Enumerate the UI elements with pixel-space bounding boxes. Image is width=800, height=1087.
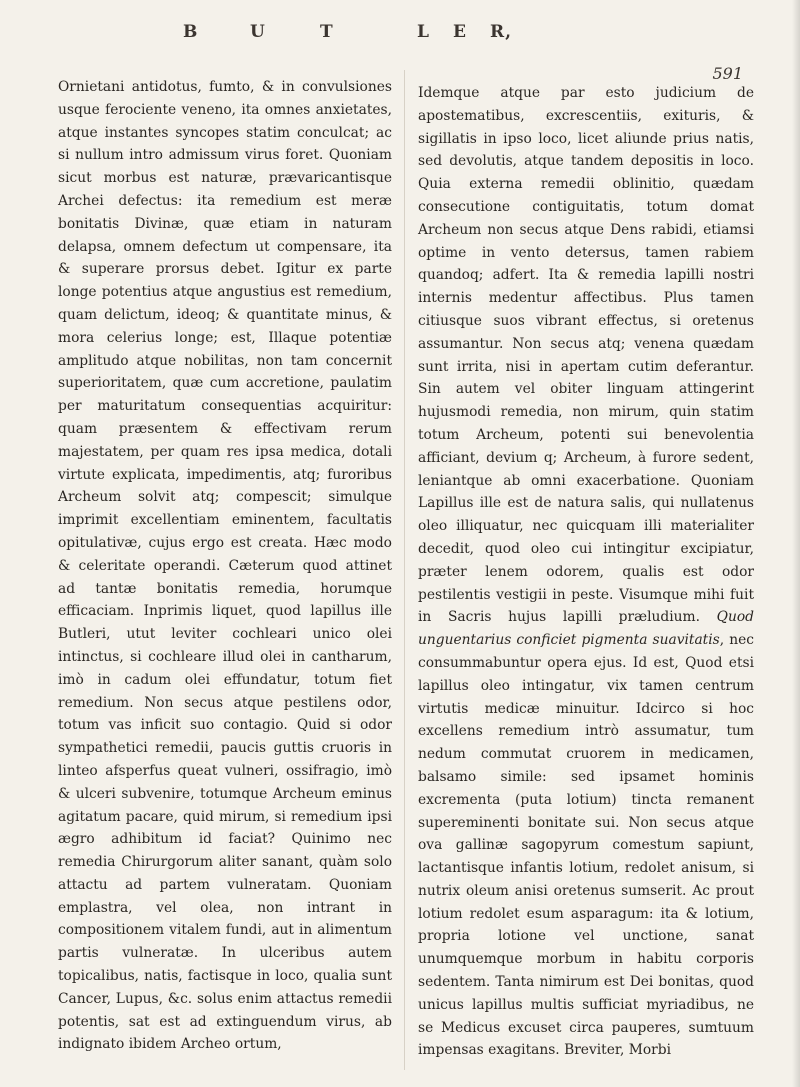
left-column <box>58 76 392 1056</box>
italic-quotation: Quod unguentarius conficiet pigmenta suavitatis <box>418 609 754 649</box>
running-head-letter: T <box>320 22 334 42</box>
right-column-text-part: Idemque atque par esto judicium de apostematibus, excrescentiis, exituris, & sigillatis in ipso loco, licet aliunde prius natis, sed devolutis, atque tandem depositis in loco. Quia externa remedii oblinitio, quædam consecutione contiguitatis, totum domat Archeum non secus atque Dens rabidi, etiamsi optime in vento detersus, tamen rabiem quandoq; adfert. Ita & remedia lapilli nostri internis medentur affectibus. Plus tamen citiusque suos vibrant effectus, si oretenus assumantur. Non secus atq; venena quædam sunt irrita, nisi in apertam cutim deferantur. Sin autem vel obiter linguam attingerint hujusmodi remedia, non mirum, quin statim totum Archeum, potenti sui benevolentia afficiant, devium q; Archeum, à furore sedent, leniantque ab omni exacerbatione. Quoniam Lapillus ille est de natura salis, qui nullatenus oleo illiquatur, nec quicquam illi materialiter decedit, quod oleo cui intingitur excipiatur, præter lenem odorem, qualis est odor pestilentis vestigii in peste. Visumque mihi fuit in Sacris hujus lapilli præludium. <box>418 85 754 626</box>
right-column-text-part: , nec consummabuntur opera ejus. Id est, Quod etsi lapillus oleo intingatur, vix tamen centrum virtutis medicæ minuitur. Idcirco si hoc excellens remedium intrò assumatur, tum nedum commutat cruorem in medicamen, balsamo simile: sed ipsamet hominis excrementa (puta lotium) tincta remanent supereminenti bonitate sui. Non secus atque ova gallinæ sagopyrum comestum sapiunt, lactantisque infantis lotium, redolet anisum, si nutrix oleum anisi oretenus sumserit. Ac prout lotium redolet esum asparagum: ita & lotium, propria lotione vel unctione, sanat unumquemque morbum in habitu corporis sedentem. Tanta nimirum est Dei bonitas, quod unicus lapillus multis sufficiat myriadibus, ne se Medicus excuset circa pauperes, sumtuum impensas exagitans. Breviter, Morbi <box>418 632 754 1059</box>
page-edge-shadow <box>792 0 800 1087</box>
left-column-text: Ornietani antidotus, fumto, & in convulsiones usque ferociente veneno, ita omnes anxietates, atque instantes syncopes statim conculcat; ac si nullum intro admissum virus foret. Quoniam sicut morbus est naturæ, prævaricantisque Archei defectus: ita remedium est meræ bonitatis Divinæ, quæ etiam in naturam delapsa, omnem defectum ut compensare, ita & superare prorsus debet. Igitur ex parte longe potentius atque angustius est remedium, quam delictum, ideoq; & quantitate minus, & mora celerius longe; est, Illaque potentiæ amplitudo atque nobilitas, non tam concernit superioritatem, quæ cum accretione, paulatim per maturitatum consequentias acquiritur: quam præsentem & effectivam rerum majestatem, per quam res ipsa medica, dotali virtute explicata, impedimentis, atq; furoribus Archeum solvit atq; compescit; simulque imprimit excellentiam eminentem, facultatis opitulativæ, cujus ergo est creata. Hæc modo & celeritate operandi. Cæterum quod attinet ad tantæ bonitatis remedia, horumque efficaciam. Inprimis liquet, quod lapillus ille Butleri, utut leviter cochleari unico olei intinctus, si cochleare illud olei in cantharum, imò in cadum olei effundatur, totum fiet remedium. Non secus atque pestilens odor, totum vas inficit suo contagio. Quid si odor sympathetici remedii, paucis guttis cruoris in linteo afsperfus queat vulneri, ossifragio, imò & ulceri subvenire, totumque Archeum eminus agitatum pacare, quid mirum, si remedium ipsi ægro adhibitum id faciat? Quinimo nec remedia Chirurgorum aliter sanant, quàm solo attactu ad partem vulneratam. Quoniam emplastra, vel olea, non intrant in compositionem vitalem fundi, aut in alimentum partis vulneratæ. In ulceribus autem topicalibus, natis, factisque in loco, qualia sunt Cancer, Lupus, &c. solus enim attactus remedii potentis, sat est ad extinguendum virus, ab indignato ibidem Archeo ortum, <box>58 79 392 1053</box>
column-divider <box>404 70 405 1070</box>
running-head-letter: E <box>453 22 467 42</box>
page-number: 591 <box>712 64 743 83</box>
right-column <box>418 82 754 1062</box>
right-column-text <box>418 82 754 1062</box>
running-head-letter: B <box>183 22 199 42</box>
running-head-letter: L <box>417 22 430 42</box>
running-head-letter: U <box>250 22 266 42</box>
running-head <box>0 14 800 58</box>
running-head-letter: R, <box>490 22 513 42</box>
